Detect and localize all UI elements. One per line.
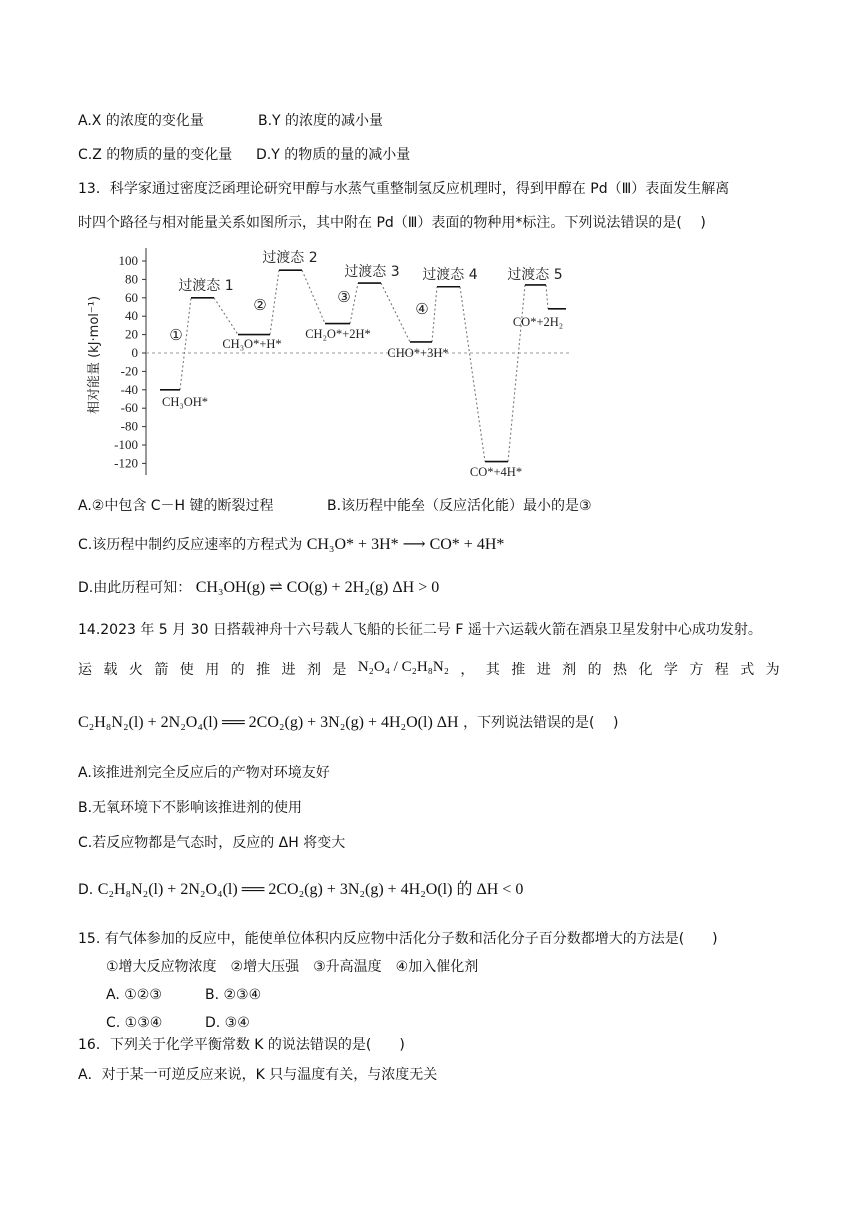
q14-line2-word: 推 xyxy=(256,662,271,678)
y-tick-label: 100 xyxy=(118,253,138,268)
transition-state-label: 过渡态 4 xyxy=(422,267,478,283)
q15-stem: 15. 有气体参加的反应中，能使单位体积内反应物中活化分子数和活化分子百分数都增大的方法是( ) xyxy=(78,931,718,947)
q14-line2-word: 剂 xyxy=(306,662,321,678)
intermediate-label: CHO*+3H* xyxy=(387,346,449,360)
step-label: ③ xyxy=(337,288,351,306)
q16-stem: 16．下列关于化学平衡常数 K 的说法错误的是( ) xyxy=(78,1037,405,1053)
q12-option-b: B.Y 的浓度的减小量 xyxy=(258,113,384,129)
intermediate-label: CH₃O*+H* xyxy=(222,337,282,351)
q15-choices: ①增大反应物浓度 ②增大压强 ③升高温度 ④加入催化剂 xyxy=(106,959,479,975)
q14-option-c: C.若反应物都是气态时，反应的 ΔH 将变大 xyxy=(78,835,346,851)
q14-line2-word: 是 xyxy=(332,662,347,678)
y-tick-label: 20 xyxy=(125,326,138,342)
path-connector xyxy=(270,270,279,334)
path-connector xyxy=(381,283,410,342)
q14-line2-word: 用 xyxy=(205,662,220,678)
q16-option-a: A．对于某一可逆反应来说，K 只与温度有关，与浓度无关 xyxy=(78,1067,438,1083)
y-tick-label: 0 xyxy=(131,345,138,360)
path-connector xyxy=(432,287,437,342)
q14-line2-word: 化 xyxy=(638,662,653,678)
transition-state-label: 过渡态 5 xyxy=(507,267,563,283)
transition-state-label: 过渡态 3 xyxy=(344,264,400,280)
q14-line2-word: 进 xyxy=(281,662,296,678)
q14-line2-word: 剂 xyxy=(562,662,577,678)
q14-line2-word: ， xyxy=(460,662,475,678)
q13-option-c xyxy=(78,535,504,555)
q14-line2-word: 式 xyxy=(740,662,755,678)
q14-line2-word: 热 xyxy=(613,662,628,678)
q14-line2-word: 学 xyxy=(663,662,678,678)
q13-option-d-text: D.由此历程可知： xyxy=(78,580,192,596)
q15-option-a: A. ①②③ xyxy=(106,987,162,1003)
intermediate-label: CO*+2H₂ xyxy=(512,315,564,329)
q14-equation-line xyxy=(78,713,618,733)
q12-option-d: D.Y 的物质的量的减小量 xyxy=(256,147,411,163)
q13-option-c-text: C.该历程中制约反应速率的方程式为 xyxy=(78,537,303,553)
y-tick-label: -100 xyxy=(114,437,138,452)
q14-stem-line2 xyxy=(78,659,780,679)
intermediate-label: CH₂O*+2H* xyxy=(305,327,371,341)
q13-stem-line1: 13．科学家通过密度泛函理论研究甲醇与水蒸气重整制氢反应机理时，得到甲醇在 Pd（Ⅲ）表面发生解离 xyxy=(78,181,730,197)
path-connector xyxy=(460,287,485,462)
path-connector xyxy=(350,283,358,323)
step-label: ④ xyxy=(415,300,429,318)
q13-stem-line2: 时四个路径与相对能量关系如图所示，其中附在 Pd（Ⅲ）表面的物种用*标注。下列说法错误的是( ) xyxy=(78,215,706,231)
intermediate-label: CO*+4H* xyxy=(469,465,523,479)
y-axis-label: 相对能量 (kJ·mol⁻¹) xyxy=(87,295,102,415)
q14-line2-word: 使 xyxy=(179,662,194,678)
q14-equation: C₂H₈N₂(l) + 2N₂O₄(l) ══ 2CO₂(g) + 3N₂(g) + 4H₂O(l) ΔH xyxy=(78,714,459,731)
q14-equation-suffix: ，下列说法错误的是( ) xyxy=(463,715,619,731)
path-connector xyxy=(546,285,548,309)
q13-option-c-equation: CH₃O* + 3H* ⟶ CO* + 4H* xyxy=(306,536,505,553)
y-tick-label: -120 xyxy=(114,455,138,471)
q15-option-c: C. ①③④ xyxy=(106,1015,163,1031)
q14-line2-word: 方 xyxy=(689,662,704,678)
q14-line2-word: N₂O₄ / C₂H₈N₂ xyxy=(357,659,449,675)
q14-line2-word: 推 xyxy=(511,662,526,678)
y-tick-label: -40 xyxy=(120,381,138,397)
q14-option-d-label: D. xyxy=(78,882,94,898)
q14-option-a: A.该推进剂完全反应后的产物对环境友好 xyxy=(78,765,330,781)
q14-line2-word: 为 xyxy=(765,662,780,678)
q14-line2-word: 火 xyxy=(128,662,143,678)
y-tick-label: -20 xyxy=(120,363,138,379)
q14-line2-word: 的 xyxy=(587,662,602,678)
q13-option-b: B.该历程中能垒（反应活化能）最小的是③ xyxy=(327,498,592,514)
q14-line2-word: 载 xyxy=(103,662,118,678)
y-tick-label: -60 xyxy=(120,400,138,416)
q14-option-b: B.无氧环境下不影响该推进剂的使用 xyxy=(78,800,303,816)
q15-option-d: D. ③④ xyxy=(205,1015,250,1031)
q14-option-d-equation: C₂H₈N₂(l) + 2N₂O₄(l) ══ 2CO₂(g) + 3N₂(g) + 4H₂O(l) 的 ΔH < 0 xyxy=(97,881,524,898)
q14-line2-word: 进 xyxy=(536,662,551,678)
intermediate-label: CH₃OH* xyxy=(161,395,209,409)
path-connector xyxy=(302,270,325,323)
q13-option-d-equation: CH₃OH(g) ⇌ CO(g) + 2H₂(g) ΔH > 0 xyxy=(195,579,440,596)
step-label: ① xyxy=(169,326,183,344)
q12-option-a: A.X 的浓度的变化量 xyxy=(78,113,204,129)
q13-option-d xyxy=(78,578,439,598)
q14-line2-word: 的 xyxy=(230,662,245,678)
q14-line2-word: 运 xyxy=(78,662,92,678)
q14-line2-word: 程 xyxy=(714,662,729,678)
transition-state-label: 过渡态 2 xyxy=(262,250,318,266)
y-tick-label: 40 xyxy=(125,308,138,324)
step-label: ② xyxy=(253,296,267,314)
q14-line2-word: 箭 xyxy=(154,662,169,678)
transition-state-label: 过渡态 1 xyxy=(178,278,234,294)
q14-option-d xyxy=(78,880,523,900)
q13-option-a: A.②中包含 C－H 键的断裂过程 xyxy=(78,498,274,514)
energy-profile-chart xyxy=(80,240,580,490)
y-tick-label: 60 xyxy=(125,289,138,305)
y-tick-label: -80 xyxy=(120,418,138,434)
q12-option-c: C.Z 的物质的量的变化量 xyxy=(78,147,233,163)
y-tick-label: 80 xyxy=(125,271,138,287)
q14-stem-line1: 14.2023 年 5 月 30 日搭载神舟十六号载人飞船的长征二号 F 遥十六运载火箭在酒泉卫星发射中心成功发射。 xyxy=(78,622,762,638)
path-connector xyxy=(214,298,238,335)
q14-line2-word: 其 xyxy=(485,662,500,678)
path-connector xyxy=(508,285,525,462)
q15-option-b: B. ②③④ xyxy=(205,987,262,1003)
